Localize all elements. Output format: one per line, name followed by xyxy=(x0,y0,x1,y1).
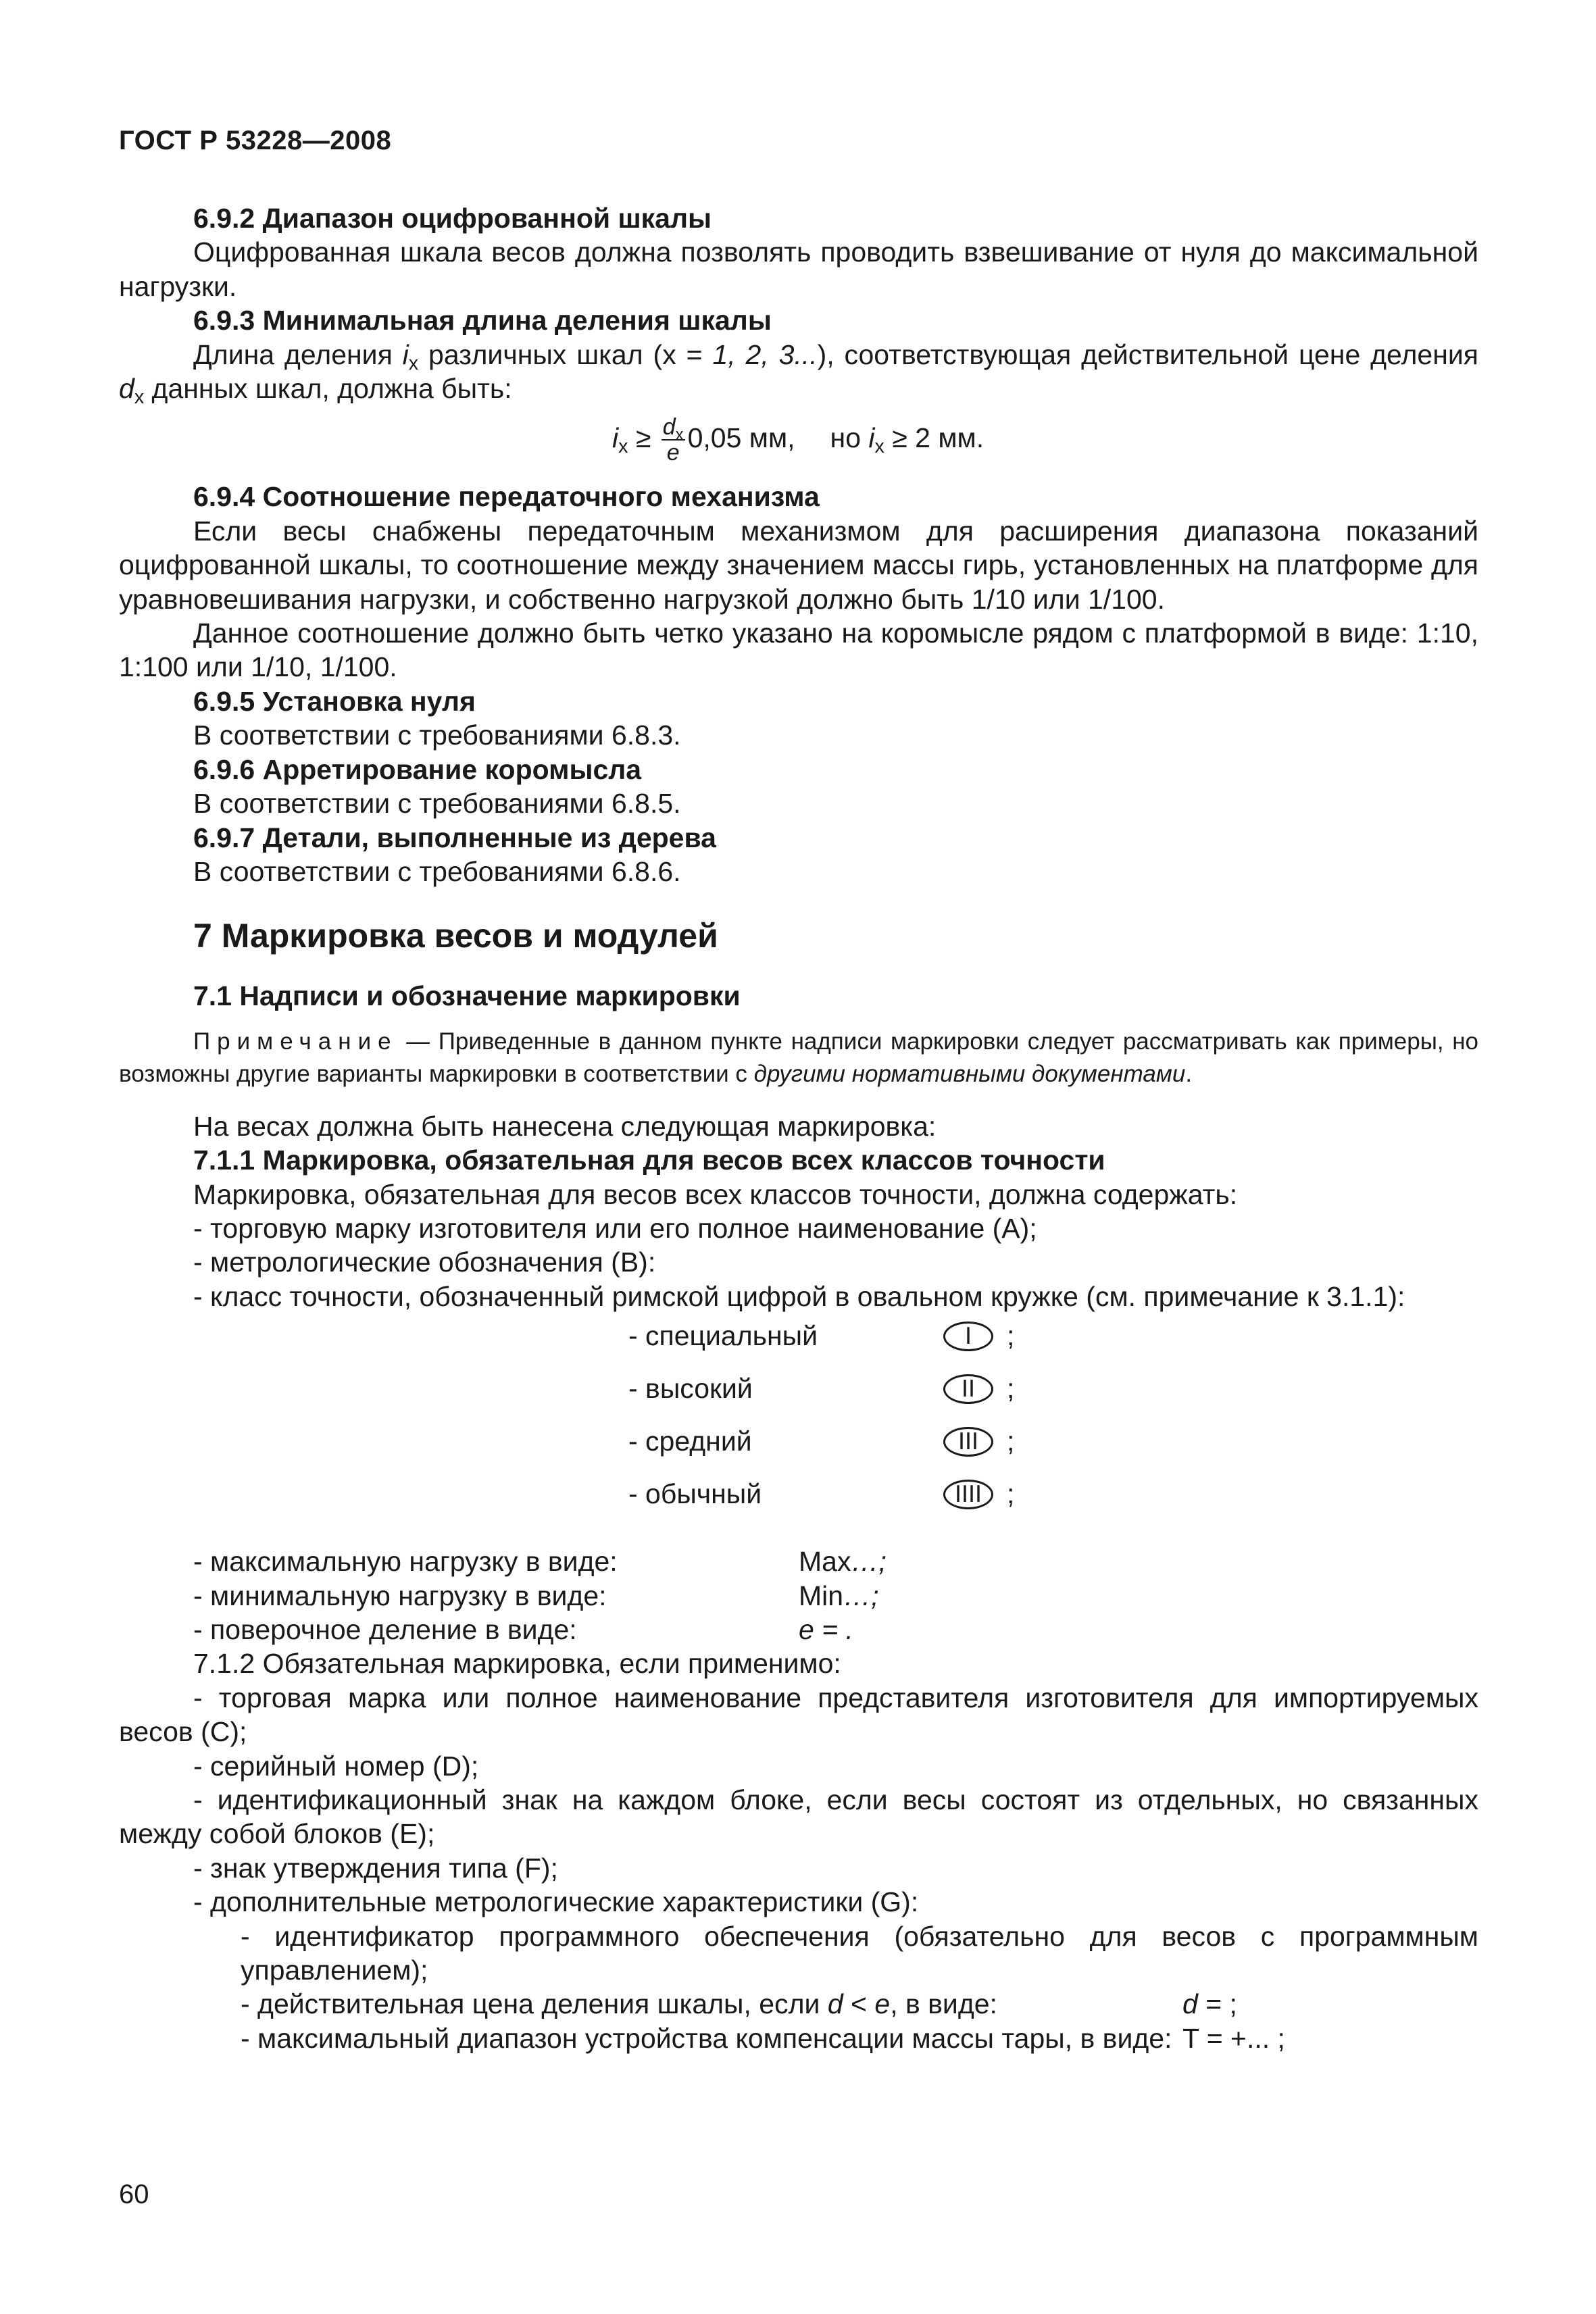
formula-block xyxy=(119,405,1478,480)
document-body xyxy=(119,201,1478,2055)
class-symbol-iii-icon: III xyxy=(943,1427,993,1457)
class-symbol-ii-icon: II xyxy=(943,1374,993,1404)
document-header: ГОСТ Р 53228—2008 xyxy=(119,126,392,155)
list-item: - класс точности, обозначенный римской цифрой в овальном кружке (см. примечание к 3.1.1): xyxy=(193,1280,1405,1312)
list-item: - идентификационный знак на каждом блоке, если весы состоят из отдельных, но связанных между собой блоков (E); xyxy=(119,1784,1478,1850)
section-7-1-1-intro: Маркировка, обязательная для весов всех классов точности, должна содержать: xyxy=(193,1178,1238,1210)
section-7-title: 7 Маркировка весов и модулей xyxy=(193,917,718,955)
accuracy-classes: - специальный I ; - высокий II ; - средний III ; - обычный IIII ; xyxy=(628,1320,1015,1510)
class-symbol-i-icon: I xyxy=(943,1322,993,1351)
list-item: - дополнительные метрологические характеристики (G): xyxy=(193,1886,919,1918)
class-symbol-iiii-icon: IIII xyxy=(943,1480,993,1509)
formula-fraction: $\frac{d_x}{e}$ xyxy=(662,414,684,466)
section-6-9-2-text: Оцифрованная шкала весов должна позволять проводить взвешивание от нуля до максимальной нагрузки. xyxy=(119,236,1478,302)
section-6-9-3-title: 6.9.3 Минимальная длина деления шкалы xyxy=(193,305,772,336)
list-item: - знак утверждения типа (F); xyxy=(193,1852,558,1884)
note: Примечание — Приведенные в данном пункте надписи маркировки следует рассматривать как примеры, но возможны другие варианты маркировки в соответствии с другими нормативными документами. xyxy=(119,1028,1478,1087)
tare-range-row: - максимальный диапазон устройства компенсации массы тары, в виде: T = +... ; xyxy=(241,2022,1285,2054)
section-6-9-6-title: 6.9.6 Арретирование коромысла xyxy=(193,753,642,785)
verification-interval-row: - поверочное деление в виде: e = . xyxy=(193,1613,853,1645)
actual-scale-interval-row: - действительная цена деления шкалы, если d < e, в виде: d = ; xyxy=(241,1988,1237,2020)
formula: $i_x$ ≥ $\frac{d_x}{e}$ 0,05 мм, но $i_x \ge 2$ мм. xyxy=(612,414,984,466)
note-label: Примечание xyxy=(193,1028,398,1055)
section-6-9-5-title: 6.9.5 Установка нуля xyxy=(193,685,476,717)
page-number: 60 xyxy=(119,2180,149,2209)
section-6-9-4-title: 6.9.4 Соотношение передаточного механизма xyxy=(193,481,820,513)
section-6-9-4-p2: Данное соотношение должно быть четко указано на коромысле рядом с платформой в виде: 1:10, 1:100 или 1/10, 1/100. xyxy=(119,618,1478,683)
list-item: - торговую марку изготовителя или его полное наименование (A); xyxy=(193,1212,1037,1244)
list-item: - серийный номер (D); xyxy=(193,1750,479,1782)
section-7-1-2-title: 7.1.2 Обязательная маркировка, если применимо: xyxy=(193,1648,841,1680)
section-6-9-7-text: В соответствии с требованиями 6.8.6. xyxy=(193,855,681,887)
section-7-1-1-title: 7.1.1 Маркировка, обязательная для весов всех классов точности xyxy=(193,1145,1105,1176)
list-item: - торговая марка или полное наименование представителя изготовителя для импортируемых весов (C); xyxy=(119,1682,1478,1748)
section-6-9-5-text: В соответствии с требованиями 6.8.3. xyxy=(193,720,681,751)
section-6-9-4-p1: Если весы снабжены передаточным механизмом для расширения диапазона показаний оцифрованной шкалы, то соотношение между значением массы гирь, установленных на платформе для уравновешивания нагрузки, и собственно нагрузкой должно быть 1/10 или 1/100. xyxy=(119,515,1478,615)
sub-list-item: - идентификатор программного обеспечения (обязательно для весов с программным управлением); xyxy=(241,1920,1478,1986)
section-6-9-7-title: 6.9.7 Детали, выполненные из дерева xyxy=(193,822,716,853)
min-load-row: - минимальную нагрузку в виде: Min…; xyxy=(193,1580,879,1611)
list-item: - метрологические обозначения (B): xyxy=(193,1247,656,1278)
section-7-1-intro: На весах должна быть нанесена следующая маркировка: xyxy=(193,1110,937,1142)
section-6-9-6-text: В соответствии с требованиями 6.8.5. xyxy=(193,788,681,820)
section-7-1-title: 7.1 Надписи и обозначение маркировки xyxy=(193,980,741,1012)
section-6-9-3-text: Длина деления $i_x$ различных шкал (x = 1, 2, 3...), соответствующая действительной цене деления $d_x$ данных шкал, должна быть: xyxy=(119,338,1478,409)
max-load-row: - максимальную нагрузку в виде: Max…; xyxy=(193,1546,887,1578)
section-6-9-2-title: 6.9.2 Диапазон оцифрованной шкалы xyxy=(193,203,712,234)
